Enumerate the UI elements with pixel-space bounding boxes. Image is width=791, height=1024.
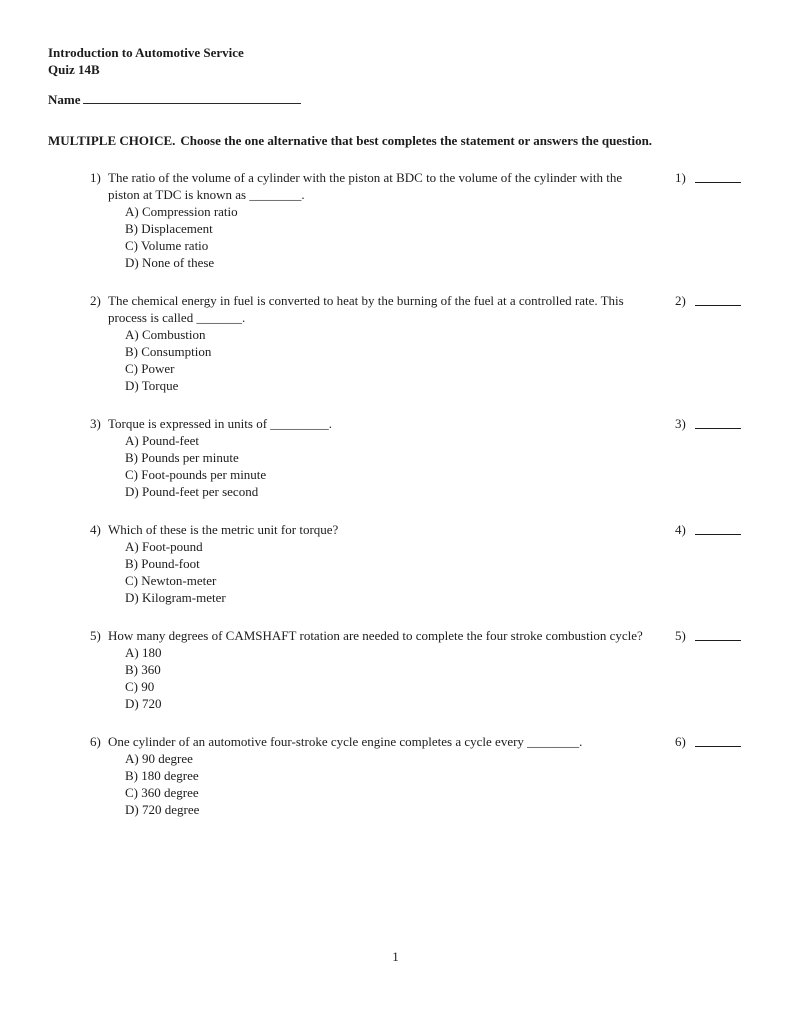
answer-area (675, 292, 741, 309)
question-number: 6) (90, 734, 101, 749)
answer-choice-b: B) Pound-foot (125, 556, 200, 571)
answer-choice-c: C) Power (125, 361, 175, 376)
answer-choice-d: D) 720 degree (125, 802, 200, 817)
question-6 (90, 733, 745, 818)
question-text: How many degrees of CAMSHAFT rotation are needed to complete the four stroke combustion cycle? (108, 628, 643, 643)
answer-blank-line (695, 627, 741, 641)
choices (125, 203, 652, 271)
answer-blank-line (695, 415, 741, 429)
answer-area (675, 415, 741, 432)
answer-choice-a: A) 90 degree (125, 751, 193, 766)
answer-number: 5) (675, 628, 686, 643)
answer-choice-b: B) 360 (125, 662, 161, 677)
question-number: 4) (90, 522, 101, 537)
answer-choice-c: C) Volume ratio (125, 238, 209, 253)
question-number: 5) (90, 628, 101, 643)
name-row (48, 91, 745, 108)
question-2 (90, 292, 745, 394)
quiz-title: Quiz 14B (48, 62, 100, 77)
answer-number: 1) (675, 170, 686, 185)
question-5 (90, 627, 745, 712)
answer-choice-a: A) Combustion (125, 327, 206, 342)
answer-choice-d: D) Torque (125, 378, 179, 393)
question-number: 1) (90, 170, 101, 185)
answer-choice-a: A) Compression ratio (125, 204, 238, 219)
answer-choice-a: A) 180 (125, 645, 162, 660)
answer-choice-a: A) Pound-feet (125, 433, 200, 448)
question-1 (90, 169, 745, 271)
answer-choice-c: C) 90 (125, 679, 155, 694)
instructions-label: MULTIPLE CHOICE. (48, 133, 176, 148)
answer-blank-line (695, 169, 741, 183)
choices (125, 644, 652, 712)
question-number: 3) (90, 416, 101, 431)
answer-number: 2) (675, 293, 686, 308)
answer-blank-line (695, 292, 741, 306)
answer-choice-c: C) Newton-meter (125, 573, 217, 588)
name-blank-line (83, 91, 301, 104)
answer-choice-c: C) 360 degree (125, 785, 199, 800)
answer-area (675, 627, 741, 644)
question-text: Torque is expressed in units of _________. (108, 416, 333, 431)
question-3 (90, 415, 745, 500)
answer-choice-b: B) 180 degree (125, 768, 199, 783)
answer-choice-b: B) Displacement (125, 221, 213, 236)
answer-area (675, 169, 741, 186)
question-number: 2) (90, 293, 101, 308)
question-4 (90, 521, 745, 606)
question-text: The chemical energy in fuel is converted to heat by the burning of the fuel at a controlled rate. This process is called _______. (108, 293, 624, 325)
answer-choice-c: C) Foot-pounds per minute (125, 467, 267, 482)
question-text: The ratio of the volume of a cylinder with the piston at BDC to the volume of the cylinder with the piston at TDC is known as ________. (108, 170, 623, 202)
choices (125, 538, 652, 606)
answer-number: 4) (675, 522, 686, 537)
answer-blank-line (695, 521, 741, 535)
answer-choice-a: A) Foot-pound (125, 539, 203, 554)
answer-choice-d: D) 720 (125, 696, 162, 711)
name-label: Name (48, 92, 81, 107)
answer-number: 3) (675, 416, 686, 431)
choices (125, 750, 652, 818)
answer-choice-d: D) Pound-feet per second (125, 484, 259, 499)
answer-choice-d: D) None of these (125, 255, 215, 270)
answer-area (675, 521, 741, 538)
answer-choice-d: D) Kilogram-meter (125, 590, 226, 605)
answer-number: 6) (675, 734, 686, 749)
instructions-text: Choose the one alternative that best completes the statement or answers the question. (180, 133, 653, 148)
choices (125, 432, 652, 500)
question-text: Which of these is the metric unit for torque? (108, 522, 339, 537)
instructions (48, 132, 745, 149)
choices (125, 326, 652, 394)
answer-area (675, 733, 741, 750)
page-number: 1 (392, 949, 399, 964)
course-title: Introduction to Automotive Service (48, 45, 244, 60)
answer-choice-b: B) Pounds per minute (125, 450, 239, 465)
answer-blank-line (695, 733, 741, 747)
questions-list (48, 169, 745, 818)
answer-choice-b: B) Consumption (125, 344, 212, 359)
question-text: One cylinder of an automotive four-stroke cycle engine completes a cycle every ________. (108, 734, 583, 749)
